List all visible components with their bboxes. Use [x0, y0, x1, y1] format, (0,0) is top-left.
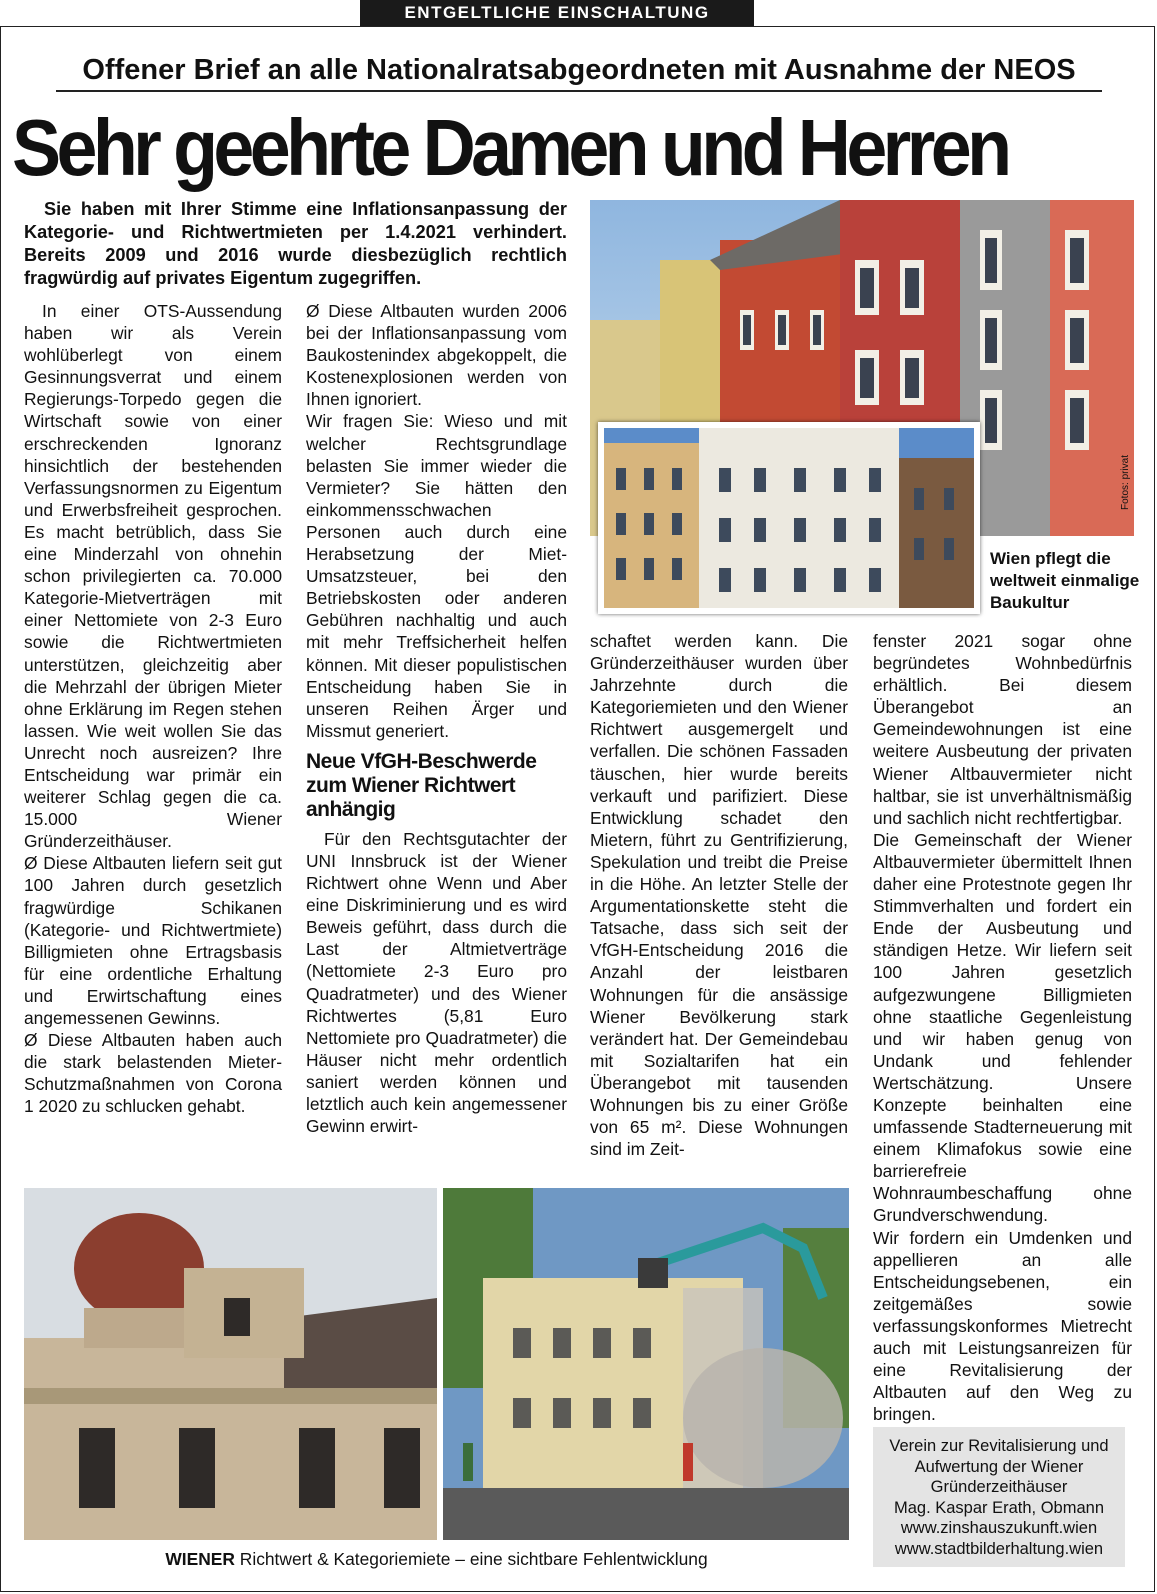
intro-paragraph: Sie haben mit Ihrer Stimme eine Inflationsanpassung der Kategorie- und Richtwertmieten per 1.4.2021 verhindert. Bereits 2009 und 2016 wurde diesbezüglich rechtlich fragwürdig auf privates Eigentum zugegriffen.: [24, 199, 567, 288]
photo-white-facade: [598, 422, 980, 614]
text-column-2: [306, 300, 567, 1137]
signature-url[interactable]: www.zinshauszukunft.wien: [900, 1519, 1098, 1537]
headline: Sehr geehrte Damen und Herren: [12, 103, 1008, 192]
signature-line: Mag. Kaspar Erath, Obmann: [893, 1498, 1105, 1517]
paragraph: Ø Diese Altbauten wurden 2006 bei der Inflationsanpassung vom Baukostenindex abgekoppelt, die Kostenexplosionen werden von Ihnen ignoriert.: [306, 301, 567, 410]
caption-bold: WIENER: [165, 1549, 235, 1569]
paid-advert-banner: ENTGELTLICHE EINSCHALTUNG: [360, 0, 754, 26]
text-column-1: [24, 300, 282, 1117]
photo-caption: Wien pflegt die weltweit einmalige Baukultur: [990, 549, 1140, 612]
paragraph: Ø Diese Altbauten haben auch die stark belastenden Mieter-Schutzmaßnahmen von Corona 1 2020 zu schlucken gehabt.: [24, 1030, 282, 1117]
photo-decaying-building: [24, 1188, 437, 1540]
paragraph: Wir fordern ein Umdenken und appellieren an alle Entscheidungsebenen, ein zeitgemäßes sowie verfassungskonformes Mietrecht auch mit Leistungsanreizen für eine Revitalisierung der Altbauten auf den Weg zu bringen.: [873, 1227, 1132, 1425]
paragraph: In einer OTS-Aussendung haben wir als Verein wohlüberlegt von einem Gesinnungsverrat und einem Regierungs-Torpedo gegen die Wirtschaft sowie von einer erschreckenden Ignoranz hinsichtlich der bestehenden Verfassungsnormen zu Eigentum und Erwerbsfreiheit gesprochen. Es macht betrüblich, dass Sie eine Minderzahl von ohnehin schon privilegierten ca. 70.000 Kategorie-Mietverträgen mit einer Nettomiete von 2-3 Euro sowie die Richtwertmieten unterstützen, gleichzeitig aber die Mehrzahl der übrigen Mieter ohne Erklärung im Regen stehen lassen. Wie weit wollen Sie das Unrecht noch ausreizen? Ihre Entscheidung war primär ein weiterer Schlag gegen die ca. 15.000 Wiener Gründerzeithäuser.: [24, 301, 282, 852]
signature-box: [873, 1427, 1125, 1567]
bottom-photo-caption: [24, 1548, 849, 1570]
text-column-4: [873, 630, 1132, 1425]
section-heading: Neue VfGH-Beschwerde zum Wiener Richtwert anhängig: [306, 749, 537, 821]
photo-demolition: [443, 1188, 849, 1540]
signature-line: Gründerzeithäuser: [930, 1478, 1068, 1496]
paragraph: Für den Rechtsgutachter der UNI Innsbruck ist der Wiener Richtwert ohne Wenn und Aber eine Diskriminierung und es wird Beweis geführt, dass durch die Last der Altmietverträge (Nettomiete 2-3 Euro pro Quadratmeter) und des Wiener Richtwertes (5,81 Euro Nettomiete pro Quadratmeter) die Häuser nicht mehr ordentlich saniert werden können und letztlich auch kein angemessener Gewinn erwirt-: [306, 828, 567, 1137]
paragraph: fenster 2021 sogar ohne begründetes Wohnbedürfnis erhältlich. Bei diesem Überangebot an Gemeindewohnungen ist eine weitere Ausbeutung der privaten Wiener Altbauvermieter nicht haltbar, sie ist unverhältnismäßig und sachlich nicht rechtfertigbar.: [873, 631, 1132, 828]
subheadline: Offener Brief an alle Nationalratsabgeordneten mit Ausnahme der NEOS: [56, 52, 1102, 92]
signature-line: Aufwertung der Wiener: [914, 1457, 1084, 1476]
paragraph: Die Gemeinschaft der Wiener Altbauvermieter übermittelt Ihnen daher eine Protestnote gegen Ihr Stimmverhalten und fordert ein Ende der Ausbeutung und ständigen Hetze. Wir liefern seit 100 Jahren gesetzlich aufgezwungene Billigmieten ohne staatliche Gegenleistung und wir haben genug von Undank und fehlender Wertschätzung. Unsere Konzepte beinhalten eine umfassende Stadterneuerung mit einem Klimafokus sowie eine barrierefreie Wohnraumbeschaffung ohne Grundverschwendung.: [873, 829, 1132, 1226]
signature-url[interactable]: www.stadtbilderhaltung.wien: [894, 1539, 1104, 1558]
paragraph: schaftet werden kann. Die Gründerzeithäuser wurden über Jahrzehnte durch die Kategoriemieten und den Wiener Richtwert ausgemergelt und verfallen. Die schönen Fassaden täuschen, hier wurde bereits verkauft und parifiziert. Diese Entwicklung schadet den Mietern, führt zu Gentrifizierung, Spekulation und treibt die Preise in die Höhe. An letzter Stelle der Argumentationskette steht die Tatsache, dass sich seit der VfGH-Entscheidung 2016 die Anzahl der leistbaren Wohnungen für die ansässige Wiener Bevölkerung stark verändert hat. Der Gemeindebau mit Sozialtarifen hat ein Überangebot mit tausenden Wohnungen bis zu einer Größe von 65 m². Diese Wohnungen sind im Zeit-: [590, 631, 848, 1160]
text-column-3: [590, 630, 848, 1160]
paragraph: Wir fragen Sie: Wieso und mit welcher Rechtsgrundlage belasten Sie immer wieder die Vermieter? Sie hätten den einkommensschwachen Personen auch durch eine Herabsetzung der Miet-Umsatzsteuer, bei den Betriebskosten oder anderen Gebühren nachhaltig und auch mit mehr Treffsicherheit helfen können. Mit dieser populistischen Entscheidung haben Sie in unseren Reihen Ärger und Missmut generiert.: [306, 411, 567, 741]
paragraph: Ø Diese Altbauten liefern seit gut 100 Jahren durch gesetzlich fragwürdige Schikanen (Kategorie- und Richtwertmiete) Billigmieten ohne Ertragsbasis für eine ordentliche Erhaltung und Erwirtschaftung eines angemessenen Gewinns.: [24, 853, 282, 1028]
photo-credit: Fotos: privat: [1120, 454, 1131, 510]
signature-line: Verein zur Revitalisierung und: [889, 1437, 1109, 1455]
caption-rest: Richtwert & Kategoriemiete – eine sichtbare Fehlentwicklung: [234, 1549, 708, 1569]
